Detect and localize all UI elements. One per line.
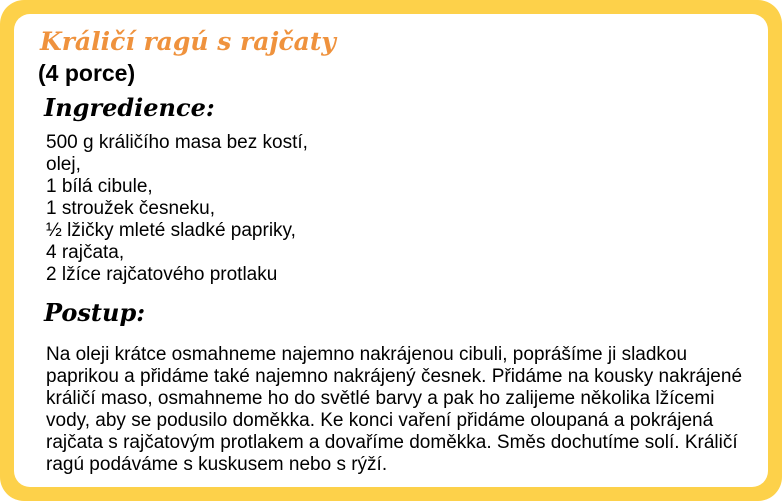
method-text: Na oleji krátce osmahneme najemno nakrájenou cibuli, poprášíme ji sladkou paprikou a přidáme také najemno nakrájený česnek. Přidáme na kousky nakrájené králičí maso, osmahneme ho do světlé barvy a pak ho zalijeme několika lžícemi vody, aby se podusilo doměkka. Ke konci vaření přidáme oloupaná a pokrájená rajčata s rajčatovým protlakem a dovaříme doměkka. Směs dochutíme solí. Králičí ragú podáváme s kuskusem nebo s rýží.: [46, 344, 743, 475]
recipe-title: Králičí ragú s rajčaty: [40, 27, 336, 56]
ingredient-item: 1 bílá cibule,: [46, 176, 153, 197]
ingredients-list: [46, 132, 744, 286]
method-heading: Postup:: [44, 298, 146, 327]
ingredients-heading: Ingredience:: [44, 93, 215, 122]
ingredient-item: 500 g králičího masa bez kostí,: [46, 132, 308, 153]
recipe-card: [14, 14, 768, 487]
ingredient-item: ½ lžičky mleté sladké papriky,: [46, 220, 296, 241]
ingredient-item: 1 stroužek česneku,: [46, 198, 215, 219]
servings-label: (4 porce): [38, 60, 136, 86]
ingredient-item: olej,: [46, 154, 81, 175]
ingredient-item: 2 lžíce rajčatového protlaku: [46, 264, 278, 285]
ingredient-item: 4 rajčata,: [46, 242, 125, 263]
